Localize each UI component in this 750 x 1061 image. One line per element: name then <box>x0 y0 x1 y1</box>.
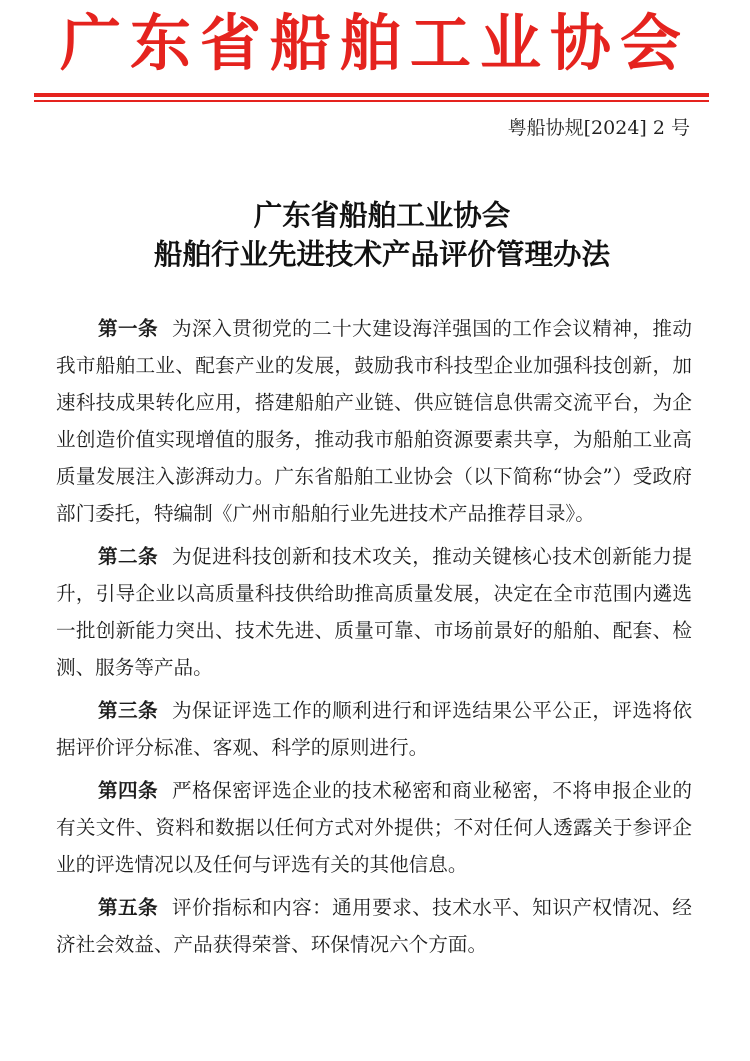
masthead-title: 广东省船舶工业协会 <box>59 8 690 79</box>
article-text: 为深入贯彻党的二十大建设海洋强国的工作会议精神，推动我市船舶工业、配套产业的发展，鼓励我市科技型企业加强科技创新，加速科技成果转化应用，搭建船舶产业链、供应链信息供需交流平台，为企业创造价值实现增值的服务，推动我市船舶资源要素共享，为船舶工业高质量发展注入澎湃动力。广东省船舶工业协会（以下简称“协会”）受政府部门委托，特编制《广州市船舶行业先进技术产品推荐目录》。 <box>56 317 693 525</box>
document-title-line-1: 广东省船舶工业协会 <box>253 199 511 232</box>
article-text: 严格保密评选企业的技术秘密和商业秘密，不将申报企业的有关文件、资料和数据以任何方式对外提供；不对任何人透露关于参评企业的评选情况以及任何与评选有关的其他信息。 <box>56 779 693 876</box>
article-text: 为保证评选工作的顺利进行和评选结果公平公正，评选将依据评价评分标准、客观、科学的原则进行。 <box>56 699 693 759</box>
article-5 <box>56 889 692 963</box>
masthead-rule-thick <box>34 93 709 97</box>
document-body <box>56 310 692 969</box>
article-text: 评价指标和内容：通用要求、技术水平、知识产权情况、经济社会效益、产品获得荣誉、环保情况六个方面。 <box>56 896 693 956</box>
article-number: 第四条 <box>98 779 159 802</box>
document-title-line-2: 船舶行业先进技术产品评价管理办法 <box>153 238 610 271</box>
article-1 <box>56 310 692 532</box>
article-text: 为促进科技创新和技术攻关，推动关键核心技术创新能力提升，引导企业以高质量科技供给助推高质量发展，决定在全市范围内遴选一批创新能力突出、技术先进、质量可靠、市场前景好的船舶、配套、检测、服务等产品。 <box>56 545 693 679</box>
article-number: 第二条 <box>98 545 159 568</box>
article-number: 第五条 <box>98 896 159 919</box>
article-3 <box>56 692 692 766</box>
article-number: 第三条 <box>98 699 159 722</box>
article-4 <box>56 772 692 883</box>
masthead-rule-thin <box>34 100 709 102</box>
article-number: 第一条 <box>98 317 159 340</box>
document-number: 粤船协规[2024] 2 号 <box>507 117 690 139</box>
article-2 <box>56 538 692 686</box>
